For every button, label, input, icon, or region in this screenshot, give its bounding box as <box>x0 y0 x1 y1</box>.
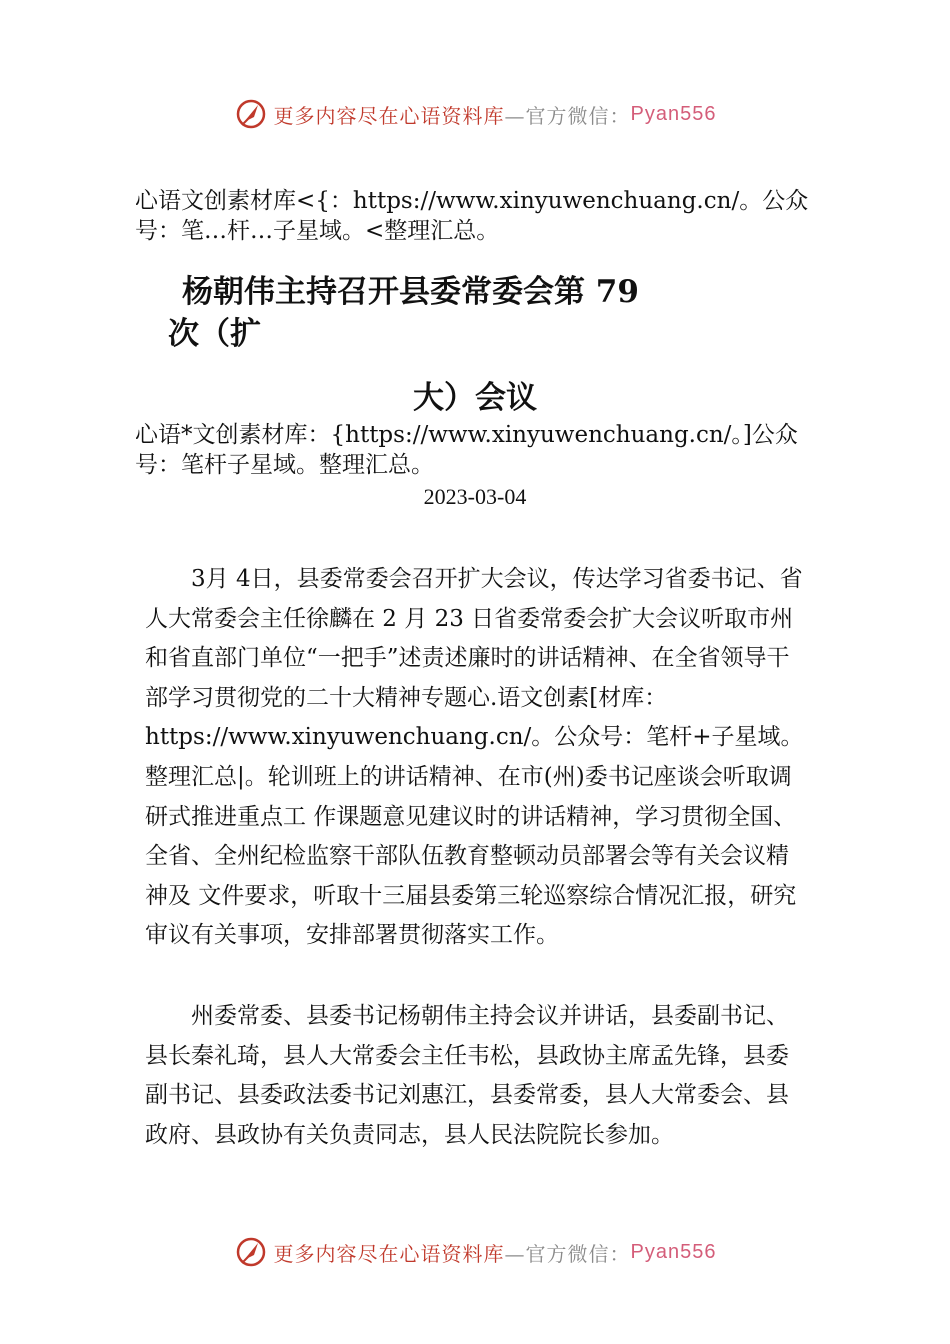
article-body-2 <box>145 997 810 1155</box>
banner-grey-text: —官方微信： <box>504 1241 631 1266</box>
banner-red-text: 更多内容尽在心语资料库 <box>273 103 505 128</box>
banner-red-text: 更多内容尽在心语资料库 <box>273 1241 505 1266</box>
header-banner <box>0 94 950 134</box>
banner-wechat-id: Pyan556 <box>630 102 717 125</box>
article-body-1 <box>145 560 810 956</box>
title-line-2: 次（扩 <box>168 316 261 352</box>
banner-wechat-id: Pyan556 <box>630 1240 717 1263</box>
paragraph: 3月 4日，县委常委会召开扩大会议，传达学习省委书记、省人大常委会主任徐麟在 2 月 23 日省委常委会扩大会议听取市州和省直部门单位“一把手”述责述廉时的讲话精神、在全省领导干部学习贯彻党的二十大精神专题心.语文创素[材库：https://www.xinyuwenchuang.cn/。公众号：笔杆+子星域。整理汇总|。轮训班上的讲话精神、在市(州)委书记座谈会听取调研式推进重点工 作课题意见建议时的讲话精神，学习贯彻全国、全省、全州纪检监察干部队伍教育整顿动员部署会等有关会议精神及 文件要求，听取十三届县委第三轮巡察综合情况汇报，研究审议有关事项，安排部署贯彻落实工作。 <box>145 566 804 949</box>
title-line-1: 杨朝伟主持召开县委常委会第 79 <box>182 274 639 310</box>
watermark-text-1: 心语文创素材库<{：https://www.xinyuwenchuang.cn/。公众号：笔…杆…子星域。<整理汇总。 <box>135 188 809 244</box>
banner-grey-text: —官方微信： <box>504 103 631 128</box>
watermark-text-2: 心语*文创素材库：{https://www.xinyuwenchuang.cn/。]公众号：笔杆子星域。整理汇总。 <box>135 422 798 478</box>
paragraph: 州委常委、县委书记杨朝伟主持会议并讲话，县委副书记、县长秦礼琦，县人大常委会主任韦松，县政协主席孟先锋，县委副书记、县委政法委书记刘惠江，县委常委，县人大常委会、县政府、县政协有关负责同志，县人民法院院长参加。 <box>145 1003 789 1148</box>
publish-date: 2023-03-04 <box>423 484 527 509</box>
quill-logo-icon <box>234 1235 268 1269</box>
footer-banner <box>0 1232 950 1272</box>
quill-logo-icon <box>234 97 268 131</box>
title-line-3: 大）会议 <box>413 380 537 416</box>
